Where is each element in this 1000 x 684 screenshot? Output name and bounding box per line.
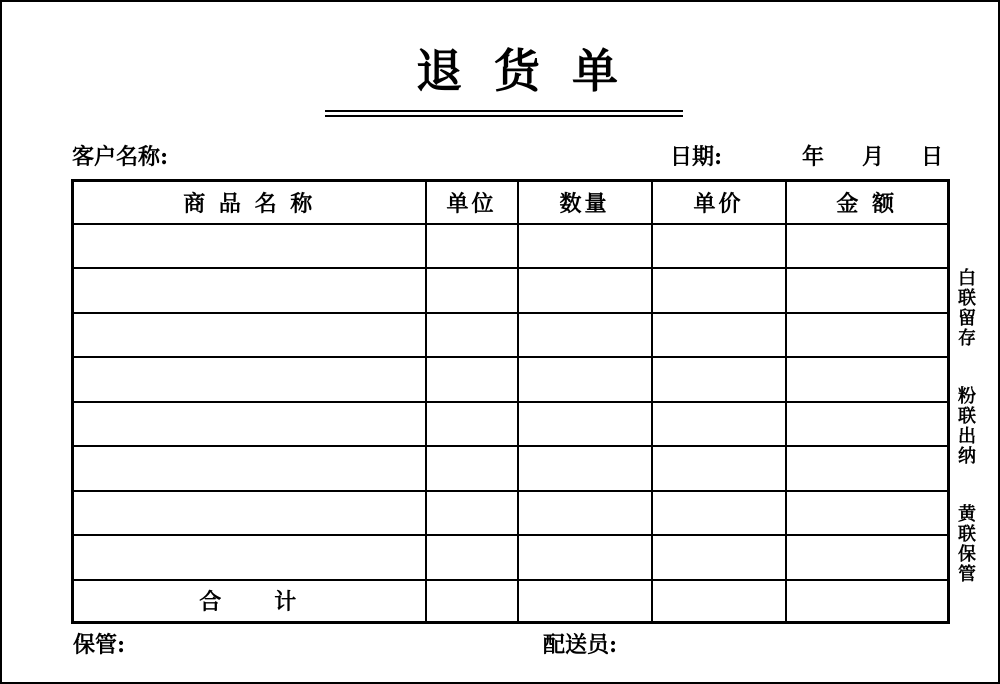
table-cell <box>652 402 786 447</box>
copy-note-white: 白联留存 <box>955 268 976 348</box>
table-cell <box>786 535 949 580</box>
table-cell <box>426 268 518 313</box>
table-cell <box>73 535 426 580</box>
table-header-row <box>73 181 949 224</box>
header-amount: 金 额 <box>786 181 949 224</box>
date-label: 日期: <box>670 144 723 170</box>
table-cell <box>426 491 518 536</box>
table-cell <box>518 446 652 491</box>
carbon-copy-notes <box>956 268 974 584</box>
table-cell <box>652 535 786 580</box>
table-cell <box>652 357 786 402</box>
table-row <box>73 313 949 358</box>
keeper-label: 保管: <box>73 632 126 658</box>
table-cell <box>73 402 426 447</box>
total-cell <box>652 580 786 623</box>
total-cell <box>518 580 652 623</box>
table-cell <box>786 491 949 536</box>
table-cell <box>652 446 786 491</box>
header-unit: 单位 <box>426 181 518 224</box>
table-body <box>73 224 949 580</box>
table-cell <box>426 446 518 491</box>
table-cell <box>786 402 949 447</box>
table-row <box>73 402 949 447</box>
page-title: 退 货 单 <box>416 44 627 98</box>
table-cell <box>426 313 518 358</box>
total-cell <box>426 580 518 623</box>
table-cell <box>518 491 652 536</box>
copy-note-pink: 粉联出纳 <box>955 386 976 466</box>
table-row <box>73 446 949 491</box>
table-cell <box>518 535 652 580</box>
total-label-cell: 合 计 <box>73 580 426 623</box>
header-unit-price: 单价 <box>652 181 786 224</box>
copy-note-yellow: 黄联保管 <box>955 504 976 584</box>
month-label: 月 <box>862 144 885 170</box>
table-cell <box>652 268 786 313</box>
table-cell <box>73 224 426 269</box>
table-cell <box>73 491 426 536</box>
items-table <box>71 179 950 624</box>
table-cell <box>426 357 518 402</box>
table-cell <box>426 402 518 447</box>
table-cell <box>426 224 518 269</box>
table-cell <box>652 313 786 358</box>
table-cell <box>786 357 949 402</box>
table-row <box>73 491 949 536</box>
table-cell <box>786 268 949 313</box>
table-cell <box>652 491 786 536</box>
table-cell <box>786 446 949 491</box>
table-cell <box>786 313 949 358</box>
year-label: 年 <box>802 144 825 170</box>
total-cell <box>786 580 949 623</box>
table-cell <box>518 224 652 269</box>
table-row <box>73 268 949 313</box>
table-cell <box>518 313 652 358</box>
table-row <box>73 535 949 580</box>
customer-name-label: 客户名称: <box>72 144 169 170</box>
table-cell <box>518 268 652 313</box>
table-cell <box>73 313 426 358</box>
table-cell <box>73 357 426 402</box>
table-cell <box>786 224 949 269</box>
table-cell <box>426 535 518 580</box>
table-cell <box>73 446 426 491</box>
table-row <box>73 357 949 402</box>
table-cell <box>73 268 426 313</box>
table-cell <box>518 402 652 447</box>
courier-label: 配送员: <box>543 632 618 658</box>
header-product-name: 商 品 名 称 <box>73 181 426 224</box>
title-double-underline <box>325 110 683 117</box>
table-cell <box>652 224 786 269</box>
header-quantity: 数量 <box>518 181 652 224</box>
table-cell <box>518 357 652 402</box>
table-row <box>73 224 949 269</box>
day-label: 日 <box>921 144 944 170</box>
total-row <box>73 580 949 623</box>
